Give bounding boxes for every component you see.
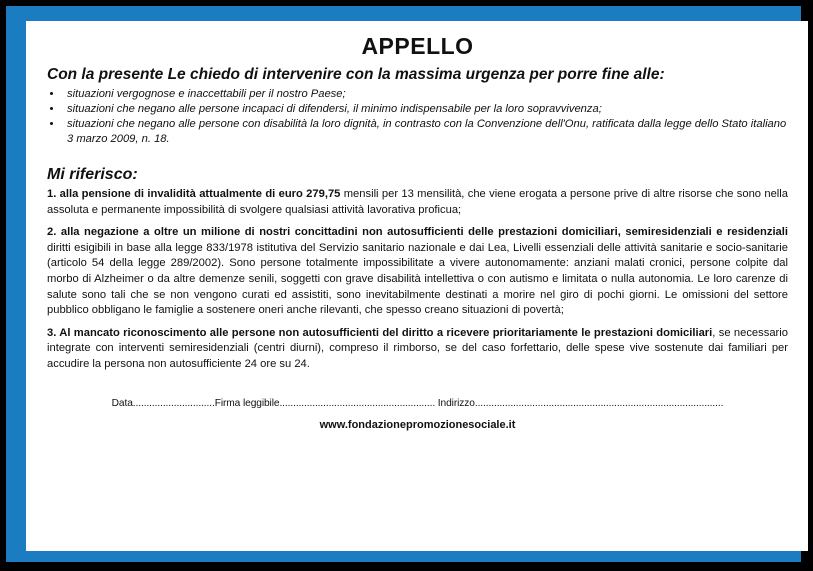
point-2 <box>47 225 788 319</box>
point-3-text: , se necessario integrate con interventi semiresidenziali (centri diurni), compreso il rimborso, se del caso forfettario, delle spese vive sostenute dai familiari per accudire la persona non autosufficiente 24 ore su 24. <box>47 326 788 370</box>
point-3 <box>47 326 788 373</box>
list-item: • situazioni che negano alle persone incapaci di difendersi, il minimo indispensabile per la loro sopravvivenza; <box>63 102 788 117</box>
lead-sentence: Con la presente Le chiedo di intervenire con la massima urgenza per porre fine alle: <box>47 66 665 83</box>
page-title: APPELLO <box>361 33 474 59</box>
situations-list <box>47 87 788 147</box>
appeal-card <box>26 21 808 551</box>
list-item: • situazioni che negano alle persone con disabilità la loro dignità, in contrasto con la Convenzione dell'Onu, ratificata dalla legge dello Stato italiano 3 marzo 2009, n. 18. <box>63 117 788 147</box>
point-1-text: mensili per 13 mensilità, che viene erogata a persone prive di altre risorse che sono nella assoluta e permanente impossibilità di svolgere qualsiasi attività lavorativa proficua; <box>47 188 788 216</box>
signature-line: Data..............................Firma leggibile......................................................... Indirizzo........................................................................................... <box>111 397 724 409</box>
list-item: • situazioni vergognose e inaccettabili per il nostro Paese; <box>63 87 788 102</box>
point-1 <box>47 187 788 218</box>
point-2-text: diritti esigibili in base alla legge 833/1978 istitutiva del Servizio sanitario nazionale e dai Lea, Livelli essenziali delle attività sanitarie e socio-sanitarie (articolo 54 della legge 289/2002). Sono persone totalmente impossibilitate a vivere autonomamente: anziani malati cronici, persone colpite dal morbo di Alzheimer o da altre demenze senili, soggetti con grave disabilità intellettiva o con autismo e limitata o nulla autonomia. Le loro carenze di salute sono tali che se non vengono curati ed assistiti, sono inevitabilmente destinati a morire nel giro di pochi giorni. Le omissioni del settore pubblico obbligano le famiglie a sostenere oneri anche rilevanti, che spesso creano situazioni di povertà; <box>47 241 788 317</box>
section-heading: Mi riferisco: <box>47 166 138 183</box>
point-3-bold: 3. Al mancato riconoscimento alle persone non autosufficienti del diritto a ricevere prioritariamente le prestazioni domiciliari <box>47 326 713 339</box>
point-2-bold: 2. alla negazione a oltre un milione di nostri concittadini non autosufficienti delle prestazioni domiciliari, semiresidenziali e residenziali <box>47 226 788 239</box>
point-1-bold: 1. alla pensione di invalidità attualmente di euro 279,75 <box>47 188 341 200</box>
website-url: www.fondazionepromozionesociale.it <box>319 418 516 431</box>
